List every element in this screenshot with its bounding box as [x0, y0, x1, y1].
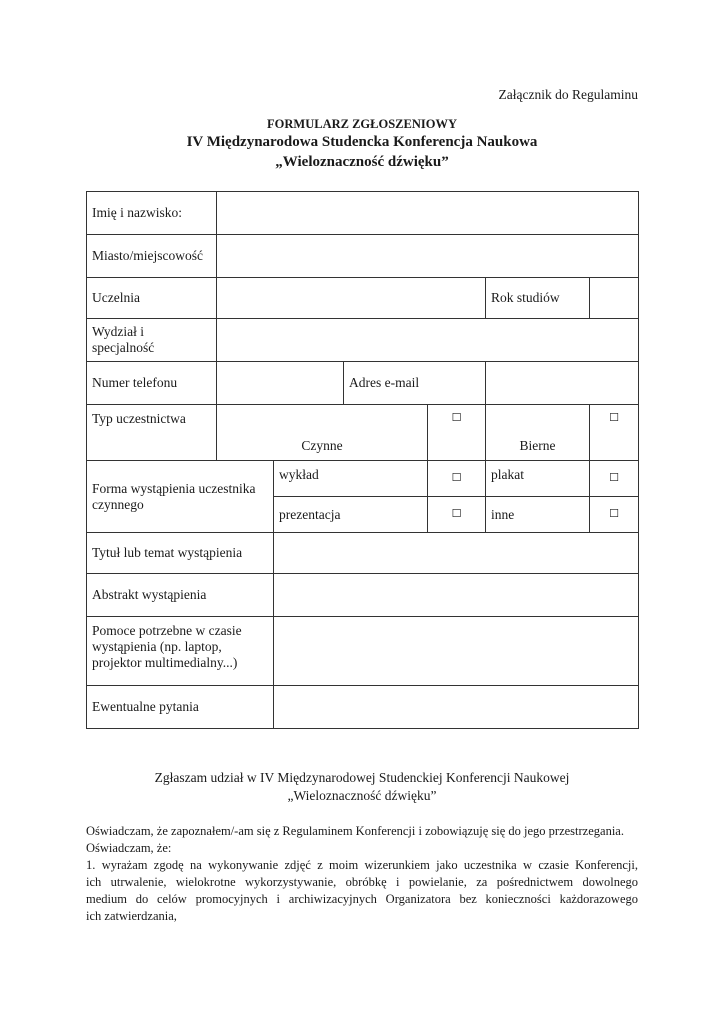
lecture-option-label: wykład: [274, 461, 428, 497]
row-contact: [87, 362, 639, 405]
university-field[interactable]: [217, 278, 486, 319]
row-abstract: [87, 574, 639, 617]
faculty-label: [87, 319, 217, 362]
row-name: [87, 192, 639, 235]
questions-field[interactable]: [274, 686, 639, 729]
abstract-label: Abstrakt wystąpienia: [87, 574, 274, 617]
row-city: [87, 235, 639, 278]
row-faculty: [87, 319, 639, 362]
row-participation: [87, 405, 639, 461]
aids-label: Pomoce potrzebne w czasie wystąpienia (np. laptop, projektor multimedialny...): [87, 617, 274, 686]
poster-checkbox[interactable]: ☐: [590, 461, 639, 497]
study-year-field[interactable]: [590, 278, 639, 319]
row-university: [87, 278, 639, 319]
lecture-checkbox[interactable]: ☐: [428, 461, 486, 497]
declaration-line-2: „Wieloznaczność dźwięku”: [287, 788, 437, 803]
faculty-field[interactable]: [217, 319, 639, 362]
city-field[interactable]: [217, 235, 639, 278]
city-label: Miasto/miejscowość: [87, 235, 217, 278]
conference-subtitle: „Wieloznaczność dźwięku”: [275, 154, 449, 170]
active-option-label: Czynne: [217, 405, 428, 461]
row-aids: [87, 617, 639, 686]
participation-label: Typ uczestnictwa: [87, 405, 217, 461]
declaration-line-1: Zgłaszam udział w IV Międzynarodowej Studenckiej Konferencji Naukowej: [154, 770, 570, 785]
other-checkbox[interactable]: ☐: [590, 497, 639, 533]
phone-label: Numer telefonu: [87, 362, 217, 405]
annex-note: Załącznik do Regulaminu: [498, 87, 638, 102]
university-label: Uczelnia: [87, 278, 217, 319]
conference-title: IV Międzynarodowa Studencka Konferencja Naukowa: [186, 134, 538, 150]
passive-option-label: Bierne: [486, 405, 590, 461]
questions-label: Ewentualne pytania: [87, 686, 274, 729]
email-label: Adres e-mail: [344, 362, 486, 405]
name-field[interactable]: [217, 192, 639, 235]
name-label: Imię i nazwisko:: [87, 192, 217, 235]
presentation-form-label: Forma wystąpienia uczestnika czynnego: [87, 461, 274, 533]
consent-line-1: 1. wyrażam zgodę na wykonywanie zdjęć z moim wizerunkiem jako uczestnika w czasie Konferencji,: [86, 858, 638, 872]
topic-field[interactable]: [274, 533, 639, 574]
presentation-option-label: prezentacja: [274, 497, 428, 533]
faculty-label-line1: Wydział i: [92, 324, 145, 339]
presentation-checkbox[interactable]: ☐: [428, 497, 486, 533]
row-topic: [87, 533, 639, 574]
topic-label: Tytuł lub temat wystąpienia: [87, 533, 274, 574]
row-presentation-form-1: [87, 461, 639, 497]
form-title: FORMULARZ ZGŁOSZENIOWY: [267, 117, 457, 131]
study-year-label: Rok studiów: [486, 278, 590, 319]
phone-field[interactable]: [217, 362, 344, 405]
consent-line-2: ich utrwalenie, wielokrotne wykorzystywanie, obróbkę i powielanie, za pośrednictwem dowolnego: [86, 875, 638, 889]
active-checkbox[interactable]: ☐: [428, 405, 486, 461]
email-field[interactable]: [486, 362, 639, 405]
consent-line-4: ich zatwierdzania,: [86, 909, 177, 923]
faculty-label-line2: specjalność: [92, 340, 155, 355]
other-option-label: inne: [486, 497, 590, 533]
passive-checkbox[interactable]: ☐: [590, 405, 639, 461]
poster-option-label: plakat: [486, 461, 590, 497]
abstract-field[interactable]: [274, 574, 639, 617]
statement-regulations: Oświadczam, że zapoznałem/-am się z Regulaminem Konferencji i zobowiązuję się do jego przestrzegania.: [86, 824, 624, 838]
statement-intro: Oświadczam, że:: [86, 841, 172, 855]
registration-form-table: [86, 191, 639, 729]
consent-line-3: medium do celów promocyjnych i archiwizacyjnych Organizatora bez konieczności każdorazowego: [86, 892, 638, 906]
row-questions: [87, 686, 639, 729]
aids-field[interactable]: [274, 617, 639, 686]
